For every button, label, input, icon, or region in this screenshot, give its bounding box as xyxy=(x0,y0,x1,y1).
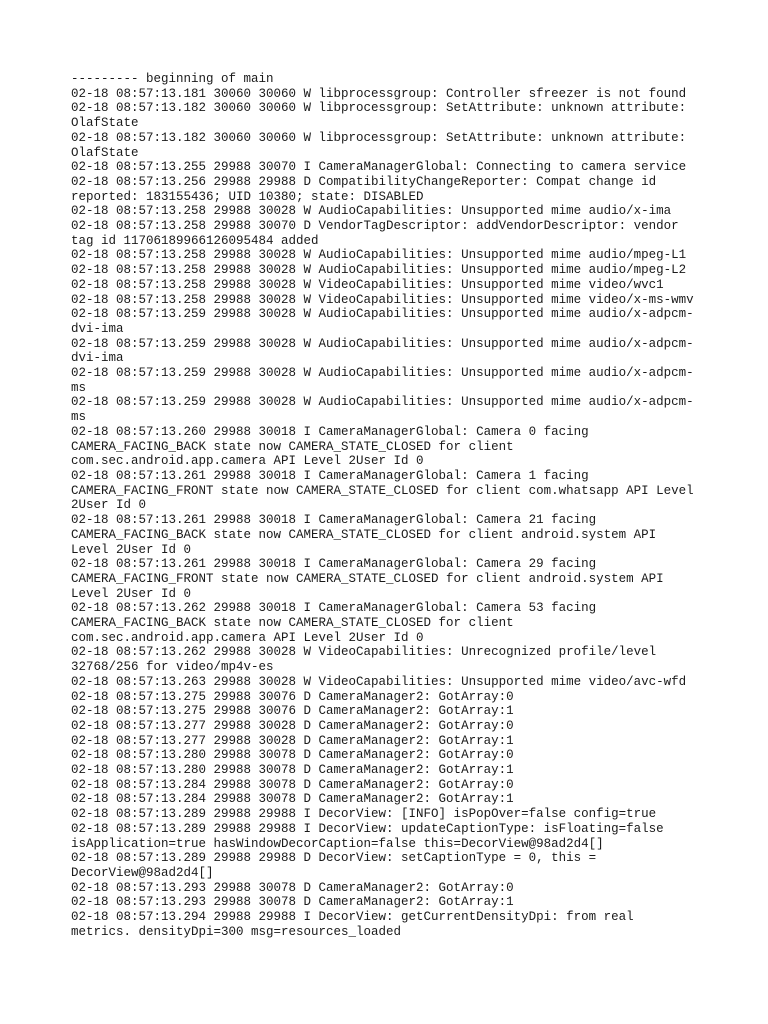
log-line: 02-18 08:57:13.275 29988 30076 D CameraManager2: GotArray:1 xyxy=(71,704,514,719)
log-line: CAMERA_FACING_BACK state now CAMERA_STATE_CLOSED for client xyxy=(71,439,514,454)
log-line: CAMERA_FACING_FRONT state now CAMERA_STATE_CLOSED for client com.whatsapp API Level xyxy=(71,483,694,498)
log-line: 02-18 08:57:13.289 29988 29988 I DecorView: [INFO] isPopOver=false config=true xyxy=(71,807,657,822)
log-line: 02-18 08:57:13.262 29988 30018 I CameraManagerGlobal: Camera 53 facing xyxy=(71,601,597,616)
log-line: 02-18 08:57:13.259 29988 30028 W AudioCapabilities: Unsupported mime audio/x-adpcm- xyxy=(71,395,694,410)
log-line: 02-18 08:57:13.262 29988 30028 W VideoCapabilities: Unrecognized profile/level xyxy=(71,645,657,660)
log-line: 02-18 08:57:13.181 30060 30060 W libprocessgroup: Controller sfreezer is not found xyxy=(71,86,687,101)
log-line: 02-18 08:57:13.263 29988 30028 W VideoCapabilities: Unsupported mime video/avc-wfd xyxy=(71,674,687,689)
log-line: 02-18 08:57:13.261 29988 30018 I CameraManagerGlobal: Camera 21 facing xyxy=(71,513,597,528)
log-line: isApplication=true hasWindowDecorCaption=false this=DecorView@98ad2d4[] xyxy=(71,836,604,851)
log-line: 32768/256 for video/mp4v-es xyxy=(71,660,274,675)
log-line: Level 2User Id 0 xyxy=(71,542,192,557)
log-line: OlafState xyxy=(71,145,139,160)
log-line: 02-18 08:57:13.277 29988 30028 D CameraManager2: GotArray:0 xyxy=(71,718,514,733)
log-line: 02-18 08:57:13.258 29988 30028 W AudioCapabilities: Unsupported mime audio/mpeg-L2 xyxy=(71,263,687,278)
log-line: 02-18 08:57:13.259 29988 30028 W AudioCapabilities: Unsupported mime audio/x-adpcm- xyxy=(71,307,694,322)
log-line: dvi-ima xyxy=(71,321,124,336)
log-line: 02-18 08:57:13.258 29988 30028 W AudioCapabilities: Unsupported mime audio/x-ima xyxy=(71,204,672,219)
log-line: 02-18 08:57:13.255 29988 30070 I CameraManagerGlobal: Connecting to camera service xyxy=(71,160,687,175)
log-line: 02-18 08:57:13.284 29988 30078 D CameraManager2: GotArray:1 xyxy=(71,792,514,807)
log-line: 02-18 08:57:13.258 29988 30028 W VideoCapabilities: Unsupported mime video/x-ms-wmv xyxy=(71,292,694,307)
log-line: Level 2User Id 0 xyxy=(71,586,192,601)
log-line: 02-18 08:57:13.258 29988 30028 W VideoCapabilities: Unsupported mime video/wvc1 xyxy=(71,277,664,292)
log-line: com.sec.android.app.camera API Level 2User Id 0 xyxy=(71,630,424,645)
logcat-output xyxy=(71,72,731,939)
log-buffer-header: --------- beginning of main xyxy=(71,72,274,86)
log-line: dvi-ima xyxy=(71,351,124,366)
log-line: DecorView@98ad2d4[] xyxy=(71,865,214,880)
log-line: 02-18 08:57:13.182 30060 30060 W libprocessgroup: SetAttribute: unknown attribute: xyxy=(71,101,687,116)
log-line: 02-18 08:57:13.258 29988 30028 W AudioCapabilities: Unsupported mime audio/mpeg-L1 xyxy=(71,248,687,263)
log-line: 02-18 08:57:13.261 29988 30018 I CameraManagerGlobal: Camera 29 facing xyxy=(71,557,597,572)
log-line: 02-18 08:57:13.259 29988 30028 W AudioCapabilities: Unsupported mime audio/x-adpcm- xyxy=(71,336,694,351)
log-line: ms xyxy=(71,410,87,425)
log-line: tag id 11706189966126095484 added xyxy=(71,233,319,248)
log-line: 02-18 08:57:13.289 29988 29988 I DecorView: updateCaptionType: isFloating=false xyxy=(71,821,664,836)
log-line: 02-18 08:57:13.289 29988 29988 D DecorView: setCaptionType = 0, this = xyxy=(71,851,597,866)
log-line: 02-18 08:57:13.182 30060 30060 W libprocessgroup: SetAttribute: unknown attribute: xyxy=(71,130,687,145)
log-line: reported: 183155436; UID 10380; state: DISABLED xyxy=(71,189,424,204)
log-line: 2User Id 0 xyxy=(71,498,147,513)
log-line: 02-18 08:57:13.261 29988 30018 I CameraManagerGlobal: Camera 1 facing xyxy=(71,468,589,483)
log-line: 02-18 08:57:13.293 29988 30078 D CameraManager2: GotArray:0 xyxy=(71,880,514,895)
log-line: 02-18 08:57:13.260 29988 30018 I CameraManagerGlobal: Camera 0 facing xyxy=(71,424,589,439)
log-line: 02-18 08:57:13.294 29988 29988 I DecorView: getCurrentDensityDpi: from real xyxy=(71,910,634,925)
log-line: ms xyxy=(71,380,87,395)
log-line: 02-18 08:57:13.280 29988 30078 D CameraManager2: GotArray:0 xyxy=(71,748,514,763)
log-line: 02-18 08:57:13.284 29988 30078 D CameraManager2: GotArray:0 xyxy=(71,777,514,792)
log-line: CAMERA_FACING_FRONT state now CAMERA_STATE_CLOSED for client android.system API xyxy=(71,571,664,586)
log-line: 02-18 08:57:13.277 29988 30028 D CameraManager2: GotArray:1 xyxy=(71,733,514,748)
log-line: 02-18 08:57:13.275 29988 30076 D CameraManager2: GotArray:0 xyxy=(71,689,514,704)
log-line: com.sec.android.app.camera API Level 2User Id 0 xyxy=(71,454,424,469)
log-line: OlafState xyxy=(71,116,139,131)
log-line: metrics. densityDpi=300 msg=resources_loaded xyxy=(71,924,402,939)
log-line: 02-18 08:57:13.293 29988 30078 D CameraManager2: GotArray:1 xyxy=(71,895,514,910)
log-line: 02-18 08:57:13.280 29988 30078 D CameraManager2: GotArray:1 xyxy=(71,763,514,778)
log-line: CAMERA_FACING_BACK state now CAMERA_STATE_CLOSED for client xyxy=(71,616,514,631)
log-line: 02-18 08:57:13.258 29988 30070 D VendorTagDescriptor: addVendorDescriptor: vendor xyxy=(71,219,679,234)
log-line: 02-18 08:57:13.259 29988 30028 W AudioCapabilities: Unsupported mime audio/x-adpcm- xyxy=(71,366,694,381)
log-line: CAMERA_FACING_BACK state now CAMERA_STATE_CLOSED for client android.system API xyxy=(71,527,657,542)
log-line: 02-18 08:57:13.256 29988 29988 D CompatibilityChangeReporter: Compat change id xyxy=(71,174,657,189)
